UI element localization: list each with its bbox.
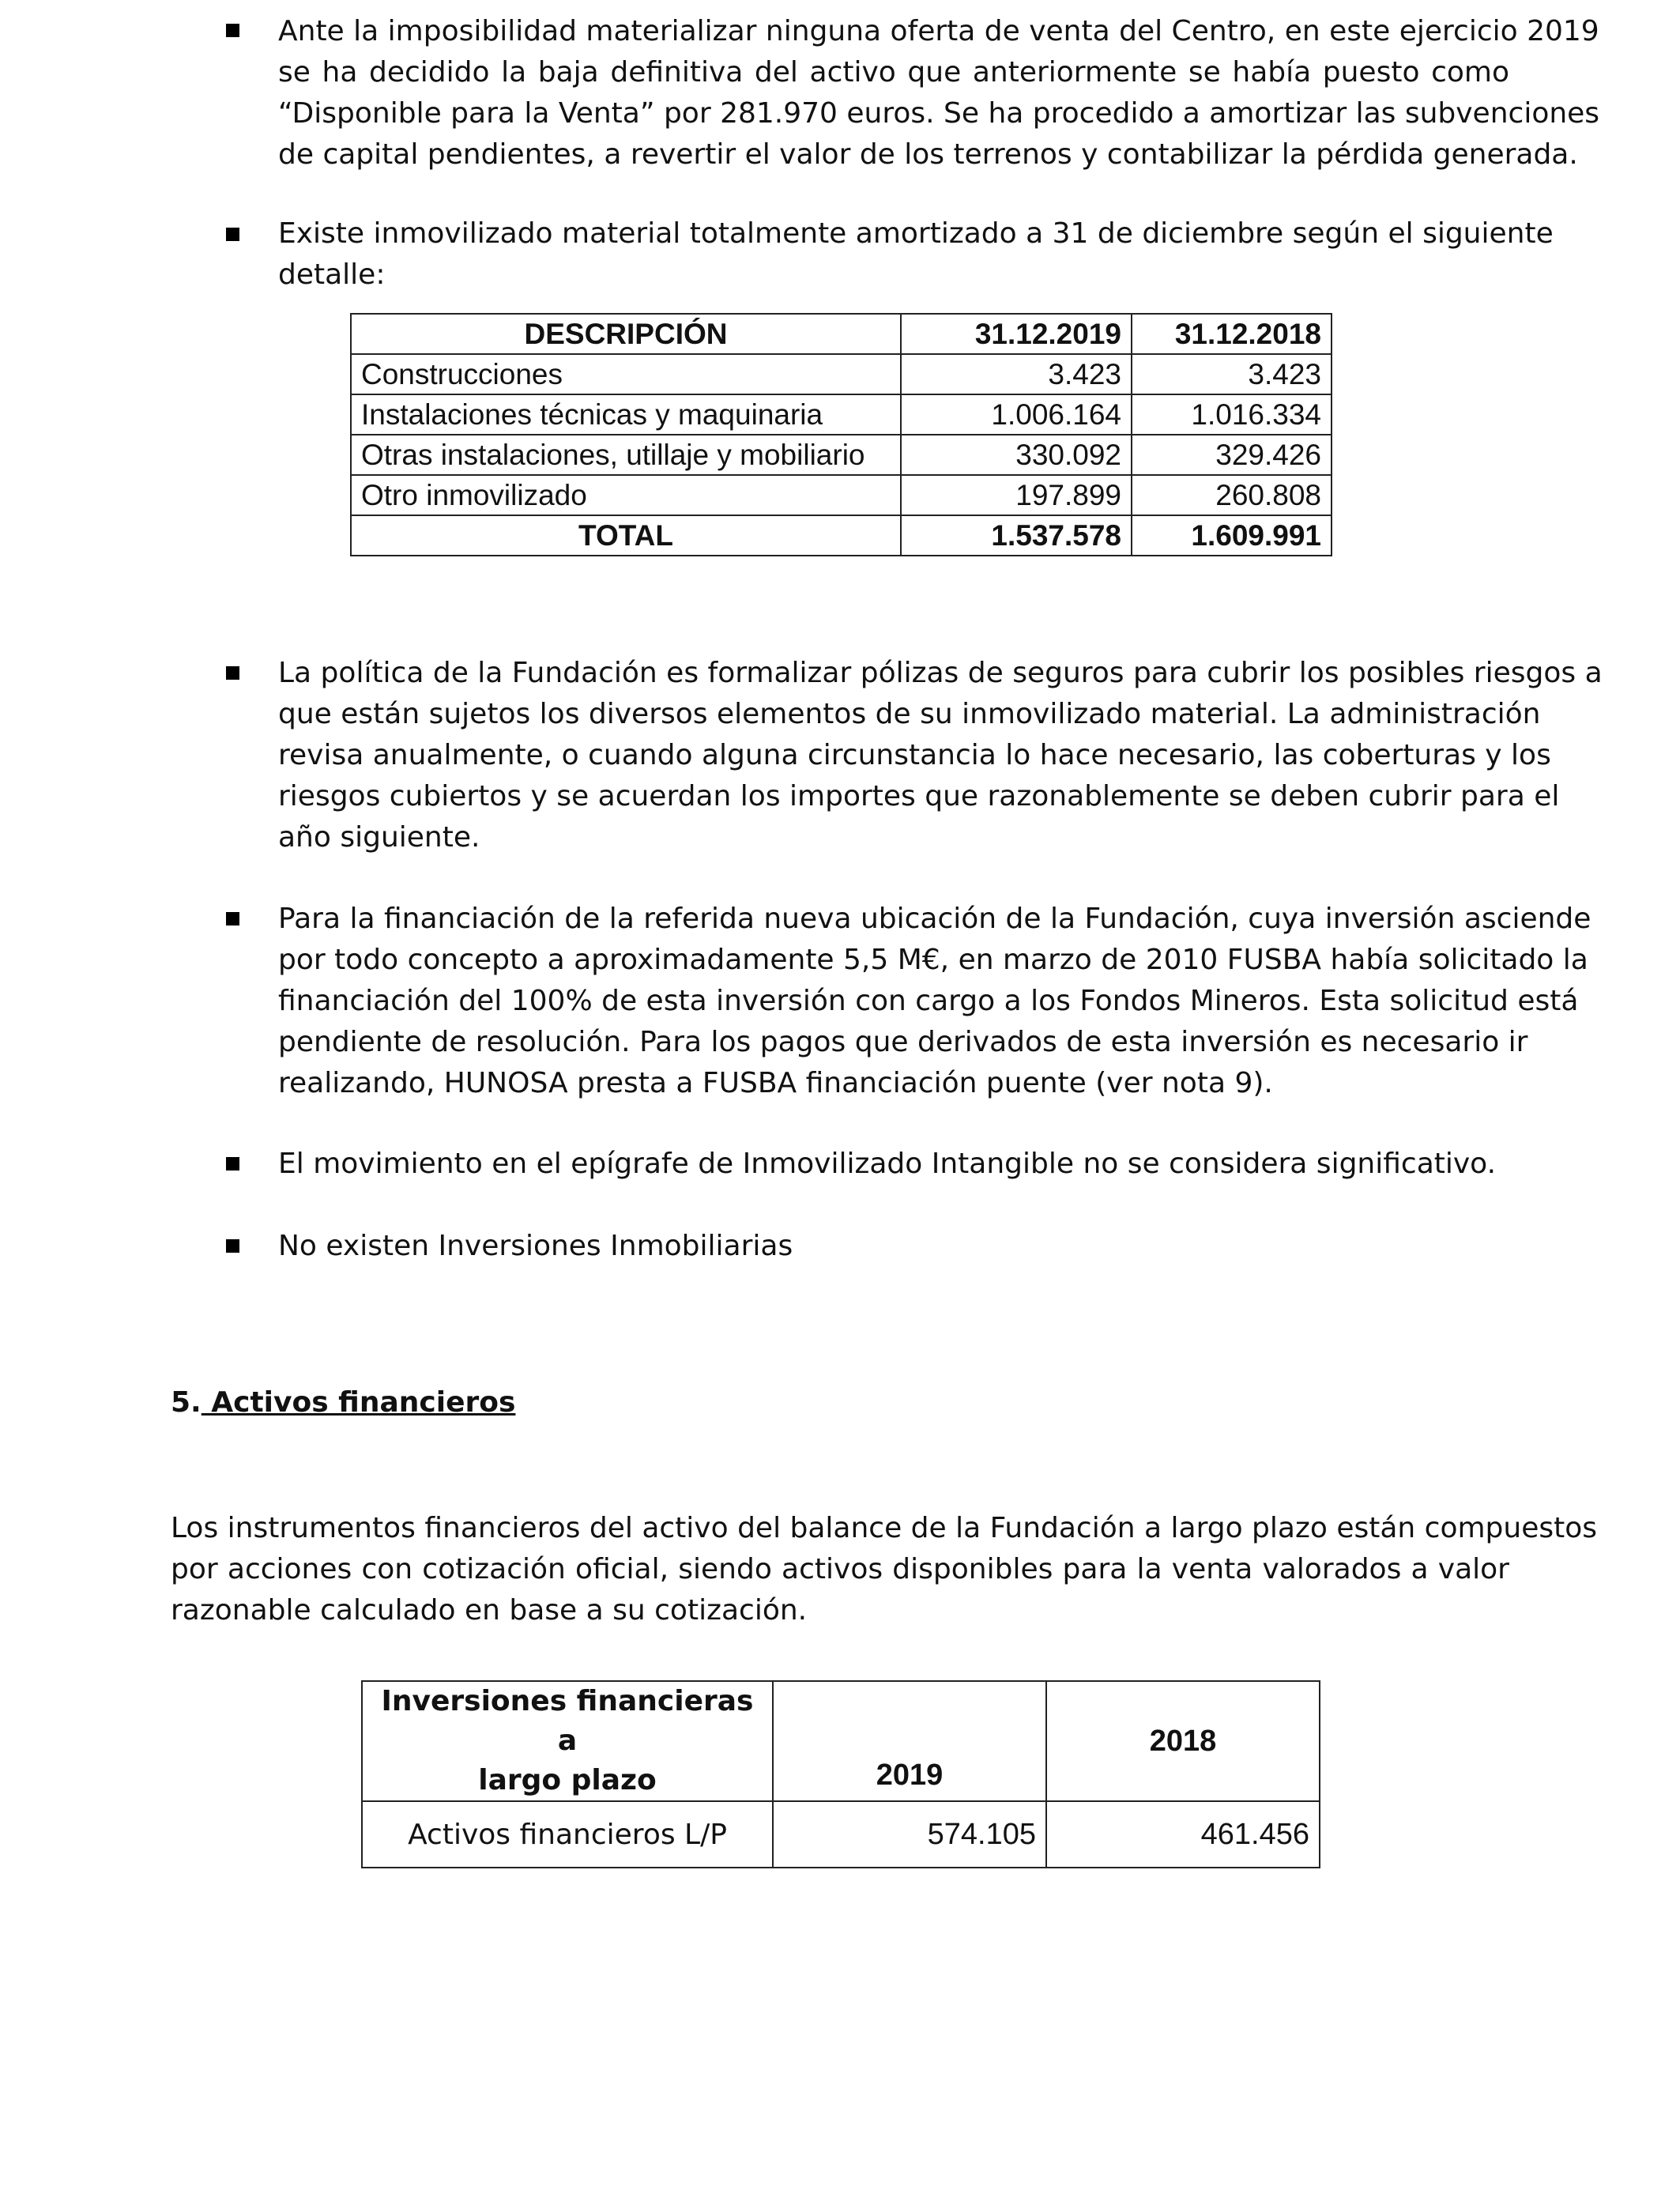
table-cell: 574.105 [773, 1801, 1046, 1868]
text-line: de capital pendientes, a revertir el valor de los terrenos y contabilizar la pérdida generada. [278, 138, 1578, 171]
bullet-marker [226, 666, 239, 680]
text-line: se ha decidido la baja definitiva del activo que anteriormente se había puesto como [278, 56, 1509, 89]
fully-amortized-assets-table [350, 313, 1332, 556]
table-total-label: TOTAL [351, 515, 901, 556]
text-line: revisa anualmente, o cuando alguna circunstancia lo hace necesario, las coberturas y los [278, 739, 1551, 771]
text-line: Para la financiación de la referida nueva ubicación de la Fundación, cuya inversión asciende [278, 903, 1591, 935]
table-cell: 260.808 [1132, 475, 1332, 515]
text-line: año siguiente. [278, 821, 480, 854]
text-line: por todo concepto a aproximadamente 5,5 M€, en marzo de 2010 FUSBA había solicitado la [278, 944, 1588, 976]
text-line: riesgos cubiertos y se acuerdan los importes que razonablemente se deben cubrir para el [278, 780, 1560, 812]
table-cell: 1.006.164 [901, 394, 1132, 435]
table-row [351, 435, 1332, 475]
text-line: pendiente de resolución. Para los pagos que derivados de esta inversión es necesario ir [278, 1026, 1528, 1058]
table-header-cell [362, 1681, 773, 1801]
header-line: Inversiones financieras a [381, 1685, 754, 1757]
table-header-cell: 2019 [773, 1681, 1046, 1801]
section-heading [171, 1382, 515, 1423]
bullet-paragraph-1 [278, 11, 1600, 175]
text-line: detalle: [278, 258, 386, 291]
bullet-marker [226, 228, 239, 241]
table-cell: 3.423 [1132, 354, 1332, 394]
table-cell: 197.899 [901, 475, 1132, 515]
text-line: Los instrumentos financieros del activo del balance de la Fundación a largo plazo están compuestos [171, 1512, 1598, 1544]
table-row [351, 354, 1332, 394]
bullet-paragraph-6 [278, 1226, 1516, 1267]
text-line: Ante la imposibilidad materializar ninguna oferta de venta del Centro, en este ejercicio 2019 [278, 15, 1599, 47]
table-total-cell: 1.609.991 [1132, 515, 1332, 556]
section-title: Activos financieros [201, 1386, 516, 1419]
table-header-cell: 31.12.2018 [1132, 314, 1332, 354]
table-cell: Construcciones [351, 354, 901, 394]
bullet-paragraph-2 [278, 213, 1554, 296]
text-line: La política de la Fundación es formalizar pólizas de seguros para cubrir los posibles riesgos a [278, 657, 1603, 689]
bullet-paragraph-4 [278, 899, 1591, 1104]
bullet-marker [226, 24, 239, 37]
text-line: por acciones con cotización oficial, siendo activos disponibles para la venta valorados a valor [171, 1553, 1509, 1585]
table-total-row [351, 515, 1332, 556]
table-total-cell: 1.537.578 [901, 515, 1132, 556]
header-line: largo plazo [478, 1764, 657, 1796]
bullet-marker [226, 1239, 239, 1253]
text-line: No existen Inversiones Inmobiliarias [278, 1230, 793, 1262]
table-cell: 330.092 [901, 435, 1132, 475]
table-cell: 3.423 [901, 354, 1132, 394]
bullet-marker [226, 1157, 239, 1171]
bullet-paragraph-3 [278, 653, 1603, 858]
text-line: Existe inmovilizado material totalmente amortizado a 31 de diciembre según el siguiente [278, 217, 1554, 250]
text-line: realizando, HUNOSA presta a FUSBA financiación puente (ver nota 9). [278, 1067, 1273, 1099]
table-cell: Instalaciones técnicas y maquinaria [351, 394, 901, 435]
table-row [351, 475, 1332, 515]
table-header-row [362, 1681, 1320, 1801]
table-cell: 461.456 [1046, 1801, 1320, 1868]
text-line: “Disponible para la Venta” por 281.970 euros. Se ha procedido a amortizar las subvenciones [278, 97, 1600, 130]
bullet-marker [226, 912, 239, 925]
bullet-paragraph-5 [278, 1144, 1516, 1185]
table-row [362, 1801, 1320, 1868]
table-header-cell: DESCRIPCIÓN [351, 314, 901, 354]
table-row [351, 394, 1332, 435]
section-number: 5. [171, 1386, 202, 1419]
table-header-cell: 31.12.2019 [901, 314, 1132, 354]
table-header-row [351, 314, 1332, 354]
table-cell: 1.016.334 [1132, 394, 1332, 435]
table-cell: Otras instalaciones, utillaje y mobiliario [351, 435, 901, 475]
section-paragraph [171, 1508, 1598, 1631]
table-cell: Otro inmovilizado [351, 475, 901, 515]
text-line: financiación del 100% de esta inversión con cargo a los Fondos Mineros. Esta solicitud está [278, 985, 1579, 1017]
table-cell: 329.426 [1132, 435, 1332, 475]
table-cell: Activos financieros L/P [362, 1801, 773, 1868]
text-line: El movimiento en el epígrafe de Inmovilizado Intangible no se considera significativo. [278, 1148, 1497, 1180]
text-line: que están sujetos los diversos elementos de su inmovilizado material. La administración [278, 698, 1541, 730]
table-header-cell: 2018 [1046, 1681, 1320, 1801]
text-line: razonable calculado en base a su cotización. [171, 1594, 808, 1627]
financial-investments-table [361, 1680, 1320, 1868]
